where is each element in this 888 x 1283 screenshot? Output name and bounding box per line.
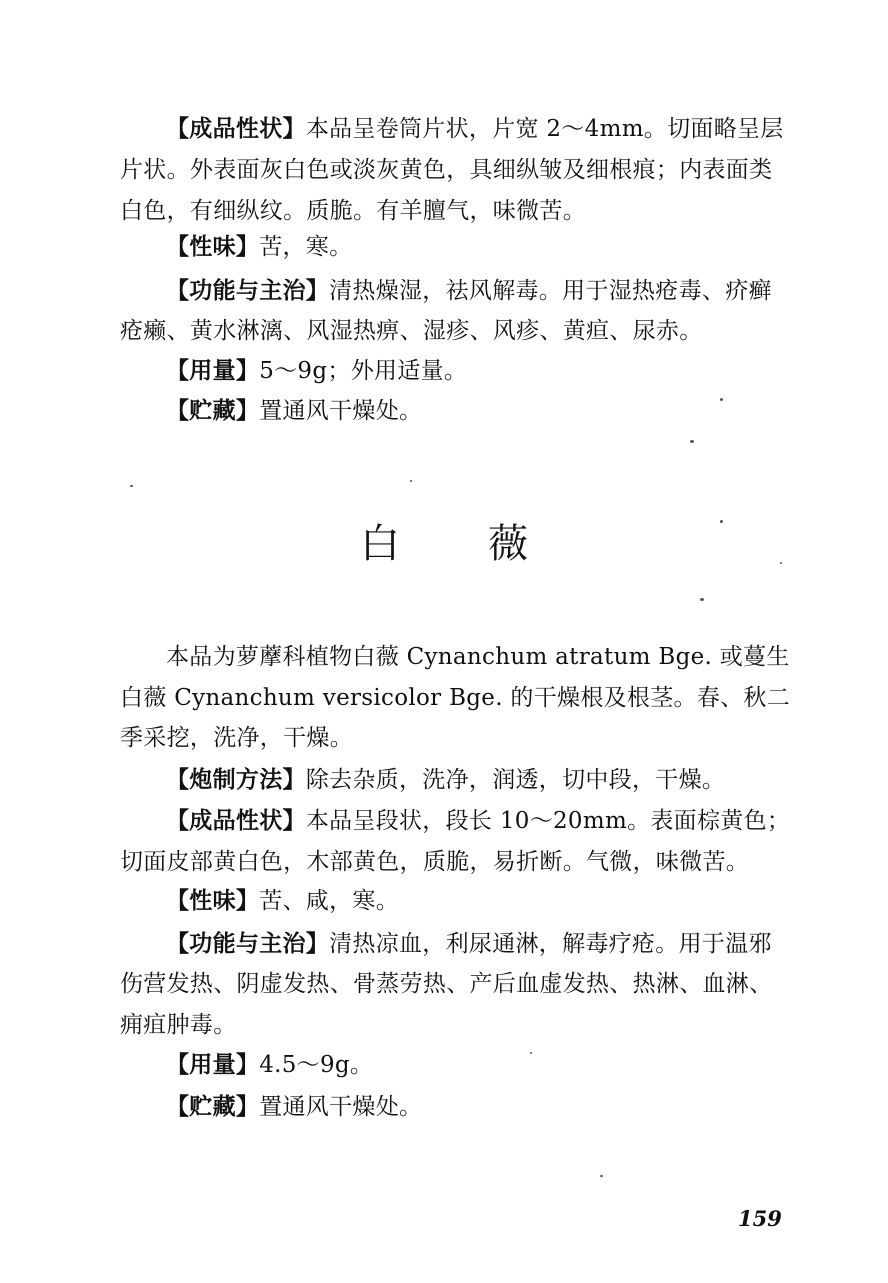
storage-text-2: 置通风干燥处。 — [259, 1094, 423, 1120]
appearance-line-1b: 片状。外表面灰白色或淡灰黄色，具细纵皱及细根痕；内表面类 — [120, 157, 773, 183]
storage-paragraph-2 — [166, 1092, 866, 1122]
dosage-paragraph-2 — [166, 1050, 866, 1080]
scan-speck — [600, 1175, 603, 1177]
appearance-text-1a: 本品呈卷筒片状，片宽 2～4mm。切面略呈层 — [305, 116, 784, 142]
appearance-paragraph-1 — [166, 114, 866, 144]
scan-speck — [410, 480, 412, 482]
function-line-1b: 疮癞、黄水淋漓、风湿热痹、湿疹、风疹、黄疸、尿赤。 — [120, 318, 703, 344]
taste-text-2: 苦、咸，寒。 — [259, 888, 400, 914]
entry-title: 白薇 — [360, 521, 616, 567]
appearance-text-2a: 本品呈段状，段长 10～20mm。表面棕黄色； — [305, 808, 791, 834]
taste-paragraph-1 — [166, 232, 866, 262]
dosage-text-1: 5～9g；外用适量。 — [259, 358, 468, 384]
processing-paragraph — [166, 765, 866, 795]
intro-line-b: 白薇 Cynanchum versicolor Bge. 的干燥根及根茎。春、秋二 — [120, 685, 791, 711]
taste-paragraph-2 — [166, 886, 866, 916]
scan-speck — [700, 598, 704, 601]
taste-label-2: 【性味】 — [166, 888, 260, 914]
appearance-paragraph-2 — [166, 806, 866, 836]
scan-speck — [130, 485, 133, 487]
function-paragraph-2 — [166, 929, 866, 959]
storage-label-1: 【贮藏】 — [166, 398, 260, 424]
processing-text: 除去杂质，洗净，润透，切中段，干燥。 — [305, 767, 726, 793]
function-text-1a: 清热燥湿，祛风解毒。用于湿热疮毒、疥癣 — [329, 278, 772, 304]
storage-text-1: 置通风干燥处。 — [259, 398, 423, 424]
function-text-2a: 清热凉血，利尿通淋，解毒疗疮。用于温邪 — [329, 931, 772, 957]
function-line-2c: 痈疽肿毒。 — [120, 1012, 237, 1038]
page-number: 159 — [738, 1206, 782, 1231]
appearance-line-1c: 白色，有细纵纹。质脆。有羊膻气，味微苦。 — [120, 198, 586, 224]
storage-paragraph-1 — [166, 396, 866, 426]
scan-speck — [690, 440, 694, 443]
intro-paragraph — [166, 642, 866, 672]
intro-text-a: 本品为萝藦科植物白薇 Cynanchum atratum Bge. 或蔓生 — [166, 644, 790, 670]
dosage-label-2: 【用量】 — [166, 1052, 260, 1078]
function-label-1: 【功能与主治】 — [166, 278, 330, 304]
taste-text-1: 苦，寒。 — [259, 234, 353, 260]
appearance-line-2b: 切面皮部黄白色，木部黄色，质脆，易折断。气微，味微苦。 — [120, 849, 750, 875]
function-line-2b: 伤营发热、阴虚发热、骨蒸劳热、产后血虚发热、热淋、血淋、 — [120, 971, 773, 997]
dosage-paragraph-1 — [166, 356, 866, 386]
appearance-label-1: 【成品性状】 — [166, 116, 306, 142]
taste-label-1: 【性味】 — [166, 234, 260, 260]
scan-speck — [780, 562, 782, 564]
scan-speck — [720, 520, 723, 523]
intro-line-c: 季采挖，洗净，干燥。 — [120, 725, 353, 751]
processing-label: 【炮制方法】 — [166, 767, 306, 793]
scan-speck — [720, 398, 723, 401]
dosage-text-2: 4.5～9g。 — [259, 1052, 374, 1078]
appearance-label-2: 【成品性状】 — [166, 808, 306, 834]
storage-label-2: 【贮藏】 — [166, 1094, 260, 1120]
function-paragraph-1 — [166, 276, 866, 306]
dosage-label-1: 【用量】 — [166, 358, 260, 384]
scan-speck — [530, 1052, 532, 1054]
function-label-2: 【功能与主治】 — [166, 931, 330, 957]
